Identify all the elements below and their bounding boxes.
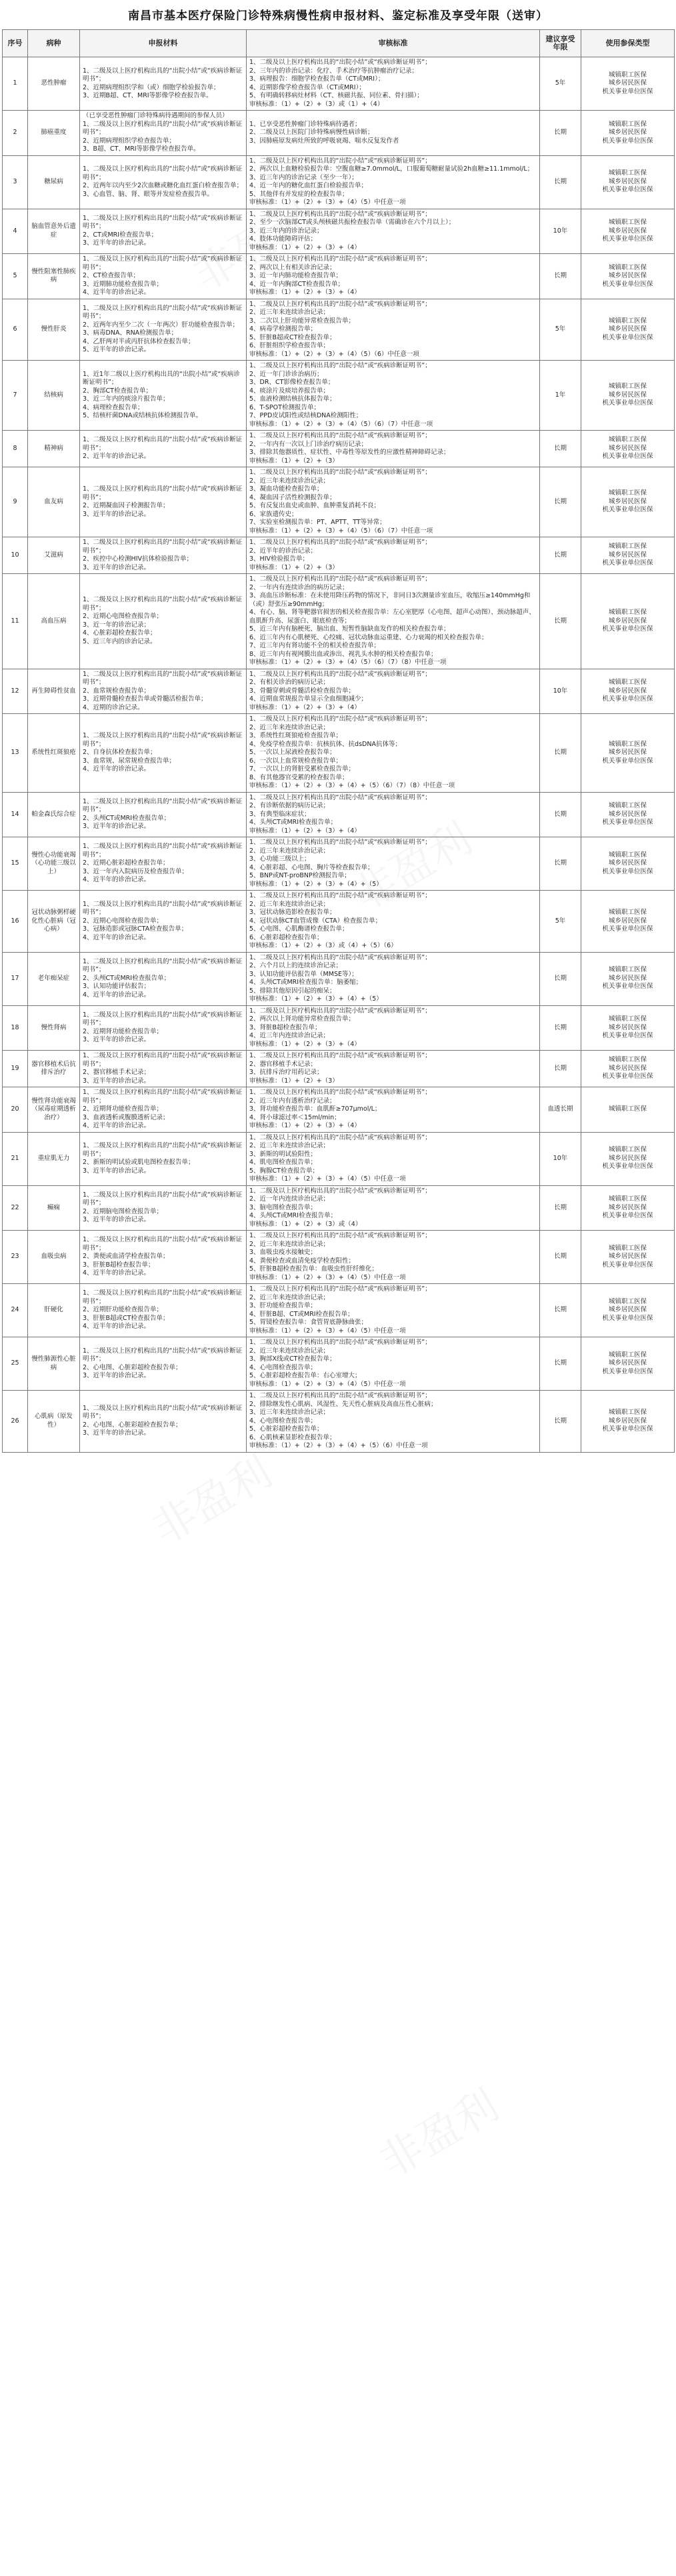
disease-name: 老年痴呆症 bbox=[28, 952, 80, 1005]
header-years: 建议享受年限 bbox=[540, 30, 581, 57]
table-row bbox=[3, 431, 675, 467]
insurance-types: 城镇职工医保 城乡居民医保 机关事业单位医保 bbox=[581, 57, 675, 111]
review-criteria: 1、二级及以上医疗机构出具的“出院小结”或“疾病诊断证明书”； 2、近三年来连续诊治记录； 3、心功能三级以上； 4、心脏彩超、心电图、胸片等检查报告单； 5、BNP或NT-proBNP检测报告单； 审核标准：（1）+（2）+（3）+（4）+（5） bbox=[247, 837, 540, 891]
disease-name: 重症肌无力 bbox=[28, 1132, 80, 1185]
watermark bbox=[140, 1439, 281, 1556]
row-number: 18 bbox=[3, 1005, 28, 1051]
row-number: 6 bbox=[3, 299, 28, 361]
disease-name: 慢性阻塞性肺疾病 bbox=[28, 254, 80, 299]
disease-table bbox=[2, 29, 675, 1453]
application-materials: 1、二级及以上医疗机构出具的“出院小结”或“疾病诊断证明书”； 2、血常规检查报告单； 3、近期骨髓检查报告单或骨髓活检报告单； 4、近期的诊治记录。 bbox=[80, 669, 247, 714]
insurance-types: 城镇职工医保 城乡居民医保 机关事业单位医保 bbox=[581, 1231, 675, 1284]
disease-name: 艾滋病 bbox=[28, 537, 80, 574]
benefit-years: 10年 bbox=[540, 209, 581, 254]
table-row bbox=[3, 155, 675, 209]
insurance-types: 城镇职工医保 城乡居民医保 机关事业单位医保 bbox=[581, 1391, 675, 1453]
table-row bbox=[3, 1337, 675, 1391]
review-criteria: 1、二级及以上医疗机构出具的“出院小结”或“疾病诊断证明书”； 2、近三年来连续诊治记录； 3、系统性红斑狼疮检查报告单； 4、免疫学检查报告单：抗核抗体、抗dsDNA抗体等； 5、一次以上尿液检查报告单； 6、一次以上血常规检查报告单； 7、一次以上的肾脏受累检查报告单； 8、有其他器官受累的检查报告单； 审核标准：（1）+（2）+（3）+（4）+（5）（6）（7）（8）中任意一项 bbox=[247, 714, 540, 793]
header-criteria: 审核标准 bbox=[247, 30, 540, 57]
disease-name: 慢性肾功能衰竭（尿毒症期透析治疗） bbox=[28, 1087, 80, 1133]
table-row bbox=[3, 574, 675, 669]
table-row bbox=[3, 1051, 675, 1087]
insurance-types: 城镇职工医保 城乡居民医保 机关事业单位医保 bbox=[581, 1185, 675, 1231]
watermark bbox=[367, 2072, 508, 2189]
table-row bbox=[3, 209, 675, 254]
benefit-years: 长期 bbox=[540, 155, 581, 209]
review-criteria: 1、二级及以上医疗机构出具的“出院小结”或“疾病诊断证明书”； 2、近三年来连续诊治记录； 3、新斯的明试验阳性； 4、肌电图检查报告单； 5、胸腺CT检查报告单； 审核标准：（1）+（2）+（3）+（4）（5）中任意一项 bbox=[247, 1132, 540, 1185]
disease-name: 系统性红斑狼疮 bbox=[28, 714, 80, 793]
table-header-row bbox=[3, 30, 675, 57]
table-row bbox=[3, 467, 675, 537]
insurance-types: 城镇职工医保 城乡居民医保 机关事业单位医保 bbox=[581, 111, 675, 156]
review-criteria: 1、二级及以上医疗机构出具的“出院小结”或“疾病诊断证明书”； 2、有诊断依据的病历记录； 3、有典型临床症状； 4、头颅CT或MRI检查报告单； 审核标准：（1）+（2）+（3）+（4） bbox=[247, 792, 540, 837]
disease-name: 慢性肝炎 bbox=[28, 299, 80, 361]
row-number: 13 bbox=[3, 714, 28, 793]
disease-name: 肺癌重度 bbox=[28, 111, 80, 156]
application-materials: 1、二级及以上医疗机构出具的“出院小结”或“疾病诊断证明书”； 2、近期心电图检查报告单； 3、冠脉造影或冠脉CTA检查报告单； 4、近半年的诊治记录。 bbox=[80, 891, 247, 953]
table-row bbox=[3, 1132, 675, 1185]
header-insurance: 使用参保类型 bbox=[581, 30, 675, 57]
insurance-types: 城镇职工医保 城乡居民医保 机关事业单位医保 bbox=[581, 669, 675, 714]
review-criteria: 1、二级及以上医疗机构出具的“出院小结”或“疾病诊断证明书”； 2、近三年来连续诊治记录； 3、血吸虫疫水接触史； 4、粪便检查或血清免疫学检查阳性； 5、肝脏B超检查报告单：血吸虫性肝纤维化； 审核标准：（1）+（2）+（3）+（4）（5）中任意一项 bbox=[247, 1231, 540, 1284]
insurance-types: 城镇职工医保 城乡居民医保 机关事业单位医保 bbox=[581, 431, 675, 467]
insurance-types: 城镇职工医保 城乡居民医保 机关事业单位医保 bbox=[581, 792, 675, 837]
benefit-years: 长期 bbox=[540, 254, 581, 299]
insurance-types: 城镇职工医保 城乡居民医保 机关事业单位医保 bbox=[581, 467, 675, 537]
row-number: 3 bbox=[3, 155, 28, 209]
application-materials: 1、二级及以上医疗机构出具的“出院小结”或“疾病诊断证明书”； 2、近期病理组织学和（或）细胞学检验报告单； 3、近期B超、CT、MRI等影像学检查报告单。 bbox=[80, 57, 247, 111]
benefit-years: 10年 bbox=[540, 669, 581, 714]
benefit-years: 长期 bbox=[540, 1051, 581, 1087]
application-materials: 1、二级及以上医疗机构出具的“出院小结”或“疾病诊断证明书”； 2、近期肾功能检查报告单； 3、近半年的诊治记录。 bbox=[80, 1005, 247, 1051]
table-row bbox=[3, 891, 675, 953]
application-materials: 1、二级及以上医疗机构出具的“出院小结”或“疾病诊断证明书”； 2、近期脑电图检查报告单； 3、近半年的诊治记录。 bbox=[80, 1185, 247, 1231]
insurance-types: 城镇职工医保 bbox=[581, 1087, 675, 1133]
disease-name: 癫痫 bbox=[28, 1185, 80, 1231]
application-materials: 1、二级及以上医疗机构出具的“出院小结”或“疾病诊断证明书”； 2、头颅CT或MRI检查报告单； 3、认知功能评估报告； 4、近半年的诊治记录。 bbox=[80, 952, 247, 1005]
review-criteria: 1、二级及以上医疗机构出具的“出院小结”或“疾病诊断证明书”； 2、近一年内连续诊治记录； 3、脑电图检查报告单； 4、头颅CT或MRI检查报告单； 审核标准：（1）+（2）+（3）或（4） bbox=[247, 1185, 540, 1231]
disease-name: 恶性肿瘤 bbox=[28, 57, 80, 111]
insurance-types: 城镇职工医保 城乡居民医保 机关事业单位医保 bbox=[581, 1284, 675, 1337]
insurance-types: 城镇职工医保 城乡居民医保 机关事业单位医保 bbox=[581, 1005, 675, 1051]
row-number: 9 bbox=[3, 467, 28, 537]
benefit-years: 1年 bbox=[540, 361, 581, 431]
insurance-types: 城镇职工医保 城乡居民医保 机关事业单位医保 bbox=[581, 254, 675, 299]
insurance-types: 城镇职工医保 城乡居民医保 机关事业单位医保 bbox=[581, 574, 675, 669]
insurance-types: 城镇职工医保 城乡居民医保 机关事业单位医保 bbox=[581, 209, 675, 254]
application-materials: 1、二级及以上医疗机构出具的“出院小结”或“疾病诊断证明书”； 2、近期心电图检查报告单； 3、近一年的诊治记录； 4、心脏彩超检查报告单； 5、近三年内的诊治记录。 bbox=[80, 574, 247, 669]
table-row bbox=[3, 792, 675, 837]
table-row bbox=[3, 1231, 675, 1284]
row-number: 17 bbox=[3, 952, 28, 1005]
review-criteria: 1、二级及以上医疗机构出具的“出院小结”或“疾病诊断证明书”； 2、近三年来连续诊治记录； 3、胸部X线或CT检查报告单； 4、心电图检查报告单； 5、心脏彩超检查报告单：右心室增大； 审核标准：（1）+（2）+（3）+（4）（5）中任意一项 bbox=[247, 1337, 540, 1391]
insurance-types: 城镇职工医保 城乡居民医保 机关事业单位医保 bbox=[581, 952, 675, 1005]
review-criteria: 1、二级及以上医疗机构出具的“出院小结”或“疾病诊断证明书”； 2、近三年来连续诊治记录； 3、肝功能检查报告单； 4、肝脏B超、CT或MRI检查报告单； 5、胃镜检查报告单：食管胃底静脉曲张； 审核标准：（1）+（2）+（3）+（4）（5）中任意一项 bbox=[247, 1284, 540, 1337]
table-row bbox=[3, 299, 675, 361]
benefit-years: 长期 bbox=[540, 1005, 581, 1051]
insurance-types: 城镇职工医保 城乡居民医保 机关事业单位医保 bbox=[581, 1051, 675, 1087]
row-number: 15 bbox=[3, 837, 28, 891]
application-materials: 1、二级及以上医疗机构出具的“出院小结”或“疾病诊断证明书”； 2、近期凝血因子检测报告单； 3、近半年的诊治记录。 bbox=[80, 467, 247, 537]
review-criteria: 1、二级及以上医疗机构出具的“出院小结”或“疾病诊断证明书”； 2、近三年来连续诊治记录； 3、冠状动脉造影检查报告单； 4、冠状动脉CT血管成像（CTA）检查报告单； 5、心电图、心肌酶谱检查报告单； 6、心脏彩超检查报告单； 审核标准：（1）+（2）+（3）或（4）+（5）（6） bbox=[247, 891, 540, 953]
row-number: 14 bbox=[3, 792, 28, 837]
disease-name: 血吸虫病 bbox=[28, 1231, 80, 1284]
disease-name: 精神病 bbox=[28, 431, 80, 467]
row-number: 21 bbox=[3, 1132, 28, 1185]
benefit-years: 长期 bbox=[540, 1337, 581, 1391]
table-body bbox=[3, 57, 675, 1453]
application-materials: 1、二级及以上医疗机构出具的“出院小结”或“疾病诊断证明书”； 2、心电图、心脏彩超检查报告单； 3、近半年的诊治记录。 bbox=[80, 1337, 247, 1391]
review-criteria: 1、二级及以上医疗机构出具的“出院小结”或“疾病诊断证明书”； 2、近一年门诊诊治病历； 3、DR、CT影像检查报告单； 4、痰涂片及痰培养报告单； 5、血液检测结核抗体报告单； 6、T-SPOT检测报告单； 7、PPD皮试阳性或结核DNA检测阳性； 审核标准：（1）+（2）+（3）+（4）（5）（6）（7）中任意一项 bbox=[247, 361, 540, 431]
application-materials: 1、二级及以上医疗机构出具的“出院小结”或“疾病诊断证明书”； 2、近期肝功能检查报告单； 3、肝脏B超或CT检查报告单； 4、近半年的诊治记录。 bbox=[80, 1284, 247, 1337]
row-number: 7 bbox=[3, 361, 28, 431]
row-number: 10 bbox=[3, 537, 28, 574]
application-materials: 1、近1年二级以上医疗机构出具的“出院小结”或“疾病诊断证明书”； 2、胸部CT检查报告单； 3、近二年内的痰涂片报告单； 4、病理检查报告单； 5、结核杆菌DNA或结核抗体检测报告单。 bbox=[80, 361, 247, 431]
review-criteria: 1、二级及以上医疗机构出具的“出院小结”或“疾病诊断证明书”； 2、排除继发性心肌病、风湿性、先天性心脏病及高血压性心脏病； 3、近三年来连续诊治记录； 4、心电图检查报告单； 5、心脏彩超检查报告单； 6、心肌核素显影检查报告单； 审核标准：（1）+（2）+（3）+（4）+（5）（6）中任意一项 bbox=[247, 1391, 540, 1453]
review-criteria: 1、二级及以上医疗机构出具的“出院小结”或“疾病诊断证明书”； 2、一年内有一次以上门诊治疗病历记录； 3、排除其他器质性、症状性、中毒性等原发性的应激性精神障碍记录； 审核标准：（1）+（2）+（3） bbox=[247, 431, 540, 467]
row-number: 12 bbox=[3, 669, 28, 714]
table-row bbox=[3, 57, 675, 111]
disease-name: 慢性肾病 bbox=[28, 1005, 80, 1051]
application-materials: 1、二级及以上医疗机构出具的“出院小结”或“疾病诊断证明书”； 2、新斯的明试验或肌电图检查报告单； 3、近半年的诊治记录。 bbox=[80, 1132, 247, 1185]
benefit-years: 长期 bbox=[540, 537, 581, 574]
disease-name: 肝硬化 bbox=[28, 1284, 80, 1337]
review-criteria: 1、二级及以上医疗机构出具的“出院小结”或“疾病诊断证明书”； 2、近三年来连续诊治记录； 3、凝血功能检查报告单； 4、凝血因子活性检测报告单； 5、有反复出血史或血肿、血肿重复消耗不良； 6、家族遗传史； 7、实验室检测报告单：PT、APTT、TT等异常； 审核标准：（1）+（2）+（3）+（4）（5）（6）（7）中任意一项 bbox=[247, 467, 540, 537]
benefit-years: 长期 bbox=[540, 1391, 581, 1453]
application-materials: 1、二级及以上医疗机构出具的“出院小结”或“疾病诊断证明书”； 2、头颅CT或MRI检查报告单； 3、近半年的诊治记录。 bbox=[80, 792, 247, 837]
insurance-types: 城镇职工医保 城乡居民医保 机关事业单位医保 bbox=[581, 155, 675, 209]
benefit-years: 5年 bbox=[540, 299, 581, 361]
review-criteria: 1、二级及以上医疗机构出具的“出院小结”或“疾病诊断证明书”； 2、近半年的诊治记录； 3、HIV检验报告单； 审核标准：（1）+（2）+（3） bbox=[247, 537, 540, 574]
benefit-years: 长期 bbox=[540, 792, 581, 837]
insurance-types: 城镇职工医保 城乡居民医保 机关事业单位医保 bbox=[581, 1337, 675, 1391]
review-criteria: 1、二级及以上医疗机构出具的“出院小结”或“疾病诊断证明书”； 2、近三年内有透析治疗记录； 3、肾功能检查报告单：血肌酐≥707μmol/L； 4、肾小球滤过率＜15ml/min； 审核标准：（1）+（2）+（3）+（4） bbox=[247, 1087, 540, 1133]
benefit-years: 长期 bbox=[540, 1231, 581, 1284]
row-number: 22 bbox=[3, 1185, 28, 1231]
row-number: 1 bbox=[3, 57, 28, 111]
benefit-years: 长期 bbox=[540, 1185, 581, 1231]
application-materials: 1、二级及以上医疗机构出具的“出院小结”或“疾病诊断证明书”； 2、疾控中心检测HIV抗体检验报告单； 3、近半年的诊治记录。 bbox=[80, 537, 247, 574]
benefit-years: 长期 bbox=[540, 837, 581, 891]
application-materials: 1、二级及以上医疗机构出具的“出院小结”或“疾病诊断证明书”； 2、近半年的诊治记录。 bbox=[80, 431, 247, 467]
benefit-years: 长期 bbox=[540, 952, 581, 1005]
benefit-years: 长期 bbox=[540, 431, 581, 467]
table-row bbox=[3, 361, 675, 431]
application-materials: 1、二级及以上医疗机构出具的“出院小结”或“疾病诊断证明书”； 2、粪便或血清学检查报告单； 3、肝脏B超检查报告单； 4、近半年的诊治记录。 bbox=[80, 1231, 247, 1284]
disease-name: 器官移植术后抗排斥治疗 bbox=[28, 1051, 80, 1087]
table-row bbox=[3, 111, 675, 156]
header-disease: 病种 bbox=[28, 30, 80, 57]
table-row bbox=[3, 537, 675, 574]
review-criteria: 1、二级及以上医疗机构出具的“出院小结”或“疾病诊断证明书”； 2、一年内有连续诊治的病历记录； 3、高血压诊断标准：在未使用降压药物的情况下，非同日3次测量诊室血压，收缩压≥140mmHg和（或）舒张压≥90mmHg； 4、有心、脑、肾等靶器官损害的相关检查报告单：左心室肥厚（心电图、超声心动图）、颈动脉超声、血肌酐升高、尿蛋白、眼底检查等； 5、近三年内有脑梗死、脑出血、短暂性脑缺血发作的相关检查报告单； 6、近三年内有心肌梗死、心绞痛、冠状动脉血运重建、心力衰竭的相关检查报告单； 7、近三年内有肾功能不全的相关检查报告单； 8、近三年内有视网膜出血或渗出、视乳头水肿的相关检查报告单； 审核标准：（1）+（2）+（3）+（4）（5）（6）（7）（8）中任意一项 bbox=[247, 574, 540, 669]
application-materials: 1、二级及以上医疗机构出具的“出院小结”或“疾病诊断证明书”； 2、近期肾功能检查报告单； 3、血液透析或腹膜透析记录； 4、近半年的诊治记录。 bbox=[80, 1087, 247, 1133]
disease-name: 心肌病（原发性） bbox=[28, 1391, 80, 1453]
application-materials: 1、二级及以上医疗机构出具的“出院小结”或“疾病诊断证明书”； 2、心电图、心脏彩超检查报告单； 3、近半年的诊治记录。 bbox=[80, 1391, 247, 1453]
row-number: 16 bbox=[3, 891, 28, 953]
review-criteria: 1、已享受恶性肿瘤门诊特殊病待遇者； 2、二级及以上医院门诊特殊病慢性病诊断； 3、因肺癌原发病灶所致的呼吸衰竭、喘水反复发作者 bbox=[247, 111, 540, 156]
table-row bbox=[3, 1087, 675, 1133]
benefit-years: 长期 bbox=[540, 1284, 581, 1337]
insurance-types: 城镇职工医保 城乡居民医保 机关事业单位医保 bbox=[581, 714, 675, 793]
row-number: 11 bbox=[3, 574, 28, 669]
insurance-types: 城镇职工医保 城乡居民医保 机关事业单位医保 bbox=[581, 537, 675, 574]
application-materials: 1、二级及以上医疗机构出具的“出院小结”或“疾病诊断证明书”； 2、CT或MRI检查报告单； 3、近半年的诊治记录。 bbox=[80, 209, 247, 254]
benefit-years: 5年 bbox=[540, 57, 581, 111]
row-number: 8 bbox=[3, 431, 28, 467]
disease-name: 再生障碍性贫血 bbox=[28, 669, 80, 714]
table-row bbox=[3, 952, 675, 1005]
insurance-types: 城镇职工医保 城乡居民医保 机关事业单位医保 bbox=[581, 299, 675, 361]
row-number: 4 bbox=[3, 209, 28, 254]
row-number: 19 bbox=[3, 1051, 28, 1087]
row-number: 5 bbox=[3, 254, 28, 299]
table-row bbox=[3, 837, 675, 891]
application-materials: 1、二级及以上医疗机构出具的“出院小结”或“疾病诊断证明书”； 2、器官移植手术记录； 3、近半年的诊治记录。 bbox=[80, 1051, 247, 1087]
application-materials: 1、二级及以上医疗机构出具的“出院小结”或“疾病诊断证明书”； 2、近期心脏彩超检查报告单； 3、近一年内入院病历及检查报告单； 4、近半年的诊治记录。 bbox=[80, 837, 247, 891]
disease-name: 结核病 bbox=[28, 361, 80, 431]
benefit-years: 10年 bbox=[540, 1132, 581, 1185]
table-row bbox=[3, 669, 675, 714]
application-materials: 1、二级及以上医疗机构出具的“出院小结”或“疾病诊断证明书”； 2、CT检查报告单； 3、近期肺功能检查报告单； 4、近半年的诊治记录。 bbox=[80, 254, 247, 299]
review-criteria: 1、二级及以上医疗机构出具的“出院小结”或“疾病诊断证明书”； 2、有相关诊治的病历记录； 3、骨髓穿刺或骨髓活检检查报告单； 4、近期血常规报告单显示全血细胞减少； 审核标准：（1）+（2）+（3）+（4） bbox=[247, 669, 540, 714]
table-row bbox=[3, 1284, 675, 1337]
disease-name: 糖尿病 bbox=[28, 155, 80, 209]
application-materials: 1、二级及以上医疗机构出具的“出院小结”或“疾病诊断证明书”； 2、近两年以内至少2次血糖或糖化血红蛋白检查报告单； 3、心血管、脑、肾、眼等并发症检查报告单。 bbox=[80, 155, 247, 209]
application-materials: 1、二级及以上医疗机构出具的“出院小结”或“疾病诊断证明书”； 2、近两年内至少二次（一年两次）肝功能检查报告单； 3、病毒DNA、RNA检测报告单； 4、乙肝两对半或丙肝抗体检查报告单； 5、近半年的诊治记录。 bbox=[80, 299, 247, 361]
disease-name: 脑血管意外后遗症 bbox=[28, 209, 80, 254]
insurance-types: 城镇职工医保 城乡居民医保 机关事业单位医保 bbox=[581, 1132, 675, 1185]
review-criteria: 1、二级及以上医疗机构出具的“出院小结”或“疾病诊断证明书”； 2、两次以上肾功能异常检查报告单； 3、肾脏B超检查报告单； 4、近三年内连续诊治记录； 审核标准：（1）+（2）+（3）+（4） bbox=[247, 1005, 540, 1051]
insurance-types: 城镇职工医保 城乡居民医保 机关事业单位医保 bbox=[581, 361, 675, 431]
table-row bbox=[3, 714, 675, 793]
table-row bbox=[3, 254, 675, 299]
insurance-types: 城镇职工医保 城乡居民医保 机关事业单位医保 bbox=[581, 837, 675, 891]
row-number: 24 bbox=[3, 1284, 28, 1337]
application-materials: 1、二级及以上医疗机构出具的“出院小结”或“疾病诊断证明书”； 2、自身抗体检查报告单； 3、血常规、尿常规检查报告单； 4、近半年的诊治记录。 bbox=[80, 714, 247, 793]
disease-name: 慢性肺源性心脏病 bbox=[28, 1337, 80, 1391]
row-number: 25 bbox=[3, 1337, 28, 1391]
benefit-years: 长期 bbox=[540, 574, 581, 669]
review-criteria: 1、二级及以上医疗机构出具的“出院小结”或“疾病诊断证明书”； 2、至少一次脑部CT或头颅核磁共振检查报告单（需确诊在六个月以上）； 3、近三年内的诊治记录； 4、肢体功能障碍评估； 审核标准：（1）+（2）+（3）+（4） bbox=[247, 209, 540, 254]
disease-name: 帕金森氏综合症 bbox=[28, 792, 80, 837]
review-criteria: 1、二级及以上医疗机构出具的“出院小结”或“疾病诊断证明书”； 2、近三年来连续诊治记录； 3、二次以上肝功能异常检查报告单； 4、病毒学检测报告单； 5、肝脏B超或CT检查报告单； 6、肝脏组织学检查报告单； 审核标准：（1）+（2）+（3）+（4）（5）（6）中任意一项 bbox=[247, 299, 540, 361]
benefit-years: 长期 bbox=[540, 111, 581, 156]
disease-name: 血友病 bbox=[28, 467, 80, 537]
application-materials: （已享受恶性肿瘤门诊特殊病待遇期间的参保人员） 1、二级及以上医疗机构出具的“出院小结”或“疾病诊断证明书”； 2、近期病理组织学检查报告单； 3、B超、CT、MRI等影像学检查报告单。 bbox=[80, 111, 247, 156]
disease-name: 慢性心功能衰竭（心功能三级以上） bbox=[28, 837, 80, 891]
benefit-years: 血透长期 bbox=[540, 1087, 581, 1133]
review-criteria: 1、二级及以上医疗机构出具的“出院小结”或“疾病诊断证明书”； 2、三年内的诊治记录：化疗、手术治疗等抗肿瘤治疗记录； 3、病理报告：细胞学检查报告单（CT或MRI）； 4、近期影像学检查报告单（CT或MRI）； 5、有明确转移病灶材料（CT、核磁共振、同位素、骨扫描）； 审核标准：（1）+（2）+（3）或（1）+（4） bbox=[247, 57, 540, 111]
row-number: 26 bbox=[3, 1391, 28, 1453]
document-title: 南昌市基本医疗保险门诊特殊病慢性病申报材料、鉴定标准及享受年限（送审） bbox=[128, 9, 548, 23]
review-criteria: 1、二级及以上医疗机构出具的“出院小结”或“疾病诊断证明书”； 2、两次以上血糖检验报告单：空腹血糖≥7.0mmol/L，口服葡萄糖耐量试验2h血糖≥11.1mmol/L； 3、近三年内的诊治记录（至少一年）； 4、近一年内的糖化血红蛋白检验报告单； 5、其他伴有并发症的检查报告单； 审核标准：（1）+（2）+（3）+（4）（5）中任意一项 bbox=[247, 155, 540, 209]
header-no: 序号 bbox=[3, 30, 28, 57]
table-row bbox=[3, 1185, 675, 1231]
insurance-types: 城镇职工医保 城乡居民医保 机关事业单位医保 bbox=[581, 891, 675, 953]
review-criteria: 1、二级及以上医疗机构出具的“出院小结”或“疾病诊断证明书”； 2、器官移植手术记录； 3、抗排斥治疗用药记录； 审核标准：（1）+（2）+（3） bbox=[247, 1051, 540, 1087]
disease-name: 冠状动脉粥样硬化性心脏病（冠心病） bbox=[28, 891, 80, 953]
benefit-years: 长期 bbox=[540, 714, 581, 793]
table-row bbox=[3, 1391, 675, 1453]
table-row bbox=[3, 1005, 675, 1051]
review-criteria: 1、二级及以上医疗机构出具的“出院小结”或“疾病诊断证明书”； 2、两次以上有相关诊治记录； 3、近一年内肺功能检查报告单； 4、近一年内胸部CT检查报告单； 审核标准：（1）+（2）+（3）+（4） bbox=[247, 254, 540, 299]
benefit-years: 长期 bbox=[540, 467, 581, 537]
row-number: 2 bbox=[3, 111, 28, 156]
review-criteria: 1、二级及以上医疗机构出具的“出院小结”或“疾病诊断证明书”； 2、六个月以上的连续诊治记录； 3、认知功能评估报告单（MMSE等）； 4、头颅CT或MRI检查报告单：脑萎缩； 5、排除其他原因引起的痴呆； 审核标准：（1）+（2）+（3）+（4）+（5） bbox=[247, 952, 540, 1005]
row-number: 23 bbox=[3, 1231, 28, 1284]
header-materials: 申报材料 bbox=[80, 30, 247, 57]
disease-name: 高血压病 bbox=[28, 574, 80, 669]
row-number: 20 bbox=[3, 1087, 28, 1133]
benefit-years: 5年 bbox=[540, 891, 581, 953]
